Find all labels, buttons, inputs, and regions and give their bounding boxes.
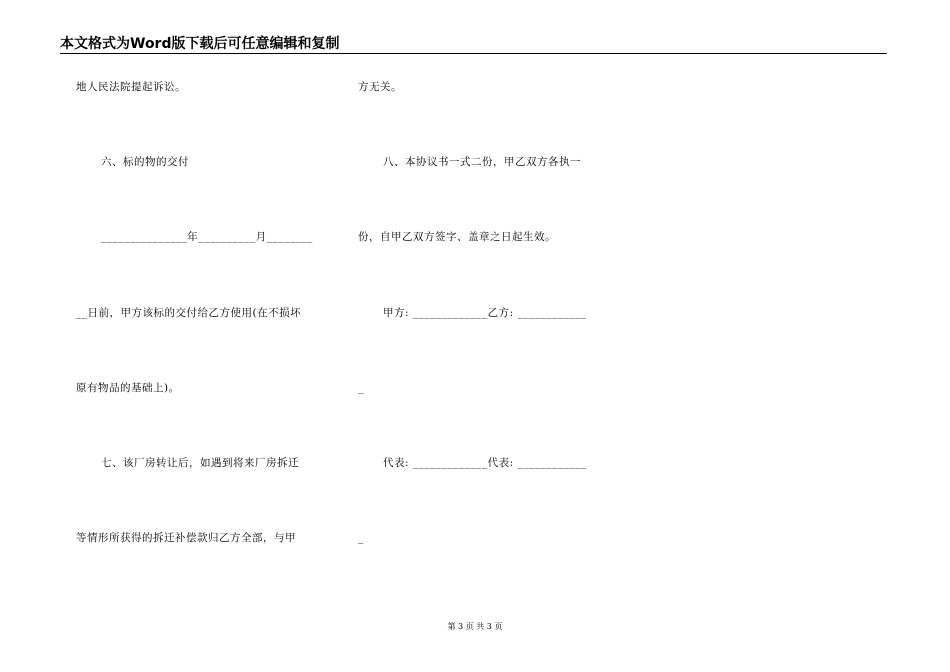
right-signature-representative-line: 代表: _____________代表: ____________ xyxy=(383,457,587,469)
document-header-title: 本文格式为Word版下载后可任意编辑和复制 xyxy=(60,35,887,54)
right-signature-party-underscore: _ xyxy=(358,382,364,394)
left-line-2-section-heading: 六、标的物的交付 xyxy=(101,156,189,168)
right-signature-representative-underscore: _ xyxy=(358,532,364,544)
left-line-7: 等情形所获得的拆迁补偿款归乙方全部，与甲 xyxy=(76,532,296,544)
left-line-4: __日前，甲方该标的交付给乙方使用(在不损坏 xyxy=(76,307,302,319)
left-line-3-date-blanks: _______________年__________月________ xyxy=(101,231,313,243)
left-line-5: 原有物品的基础上)。 xyxy=(76,382,180,394)
right-line-2-section-heading: 八、本协议书一式二份，甲乙双方各执一 xyxy=(383,156,581,168)
left-line-1: 地人民法院提起诉讼。 xyxy=(76,81,186,93)
left-line-6-section-heading: 七、该厂房转让后，如遇到将来厂房拆迁 xyxy=(101,457,299,469)
right-signature-party-line: 甲方: _____________乙方: ____________ xyxy=(383,307,587,319)
right-line-1: 方无关。 xyxy=(358,81,402,93)
page-number-footer: 第 3 页 共 3 页 xyxy=(447,622,503,631)
right-line-3: 份，自甲乙双方签字、盖章之日起生效。 xyxy=(358,231,556,243)
